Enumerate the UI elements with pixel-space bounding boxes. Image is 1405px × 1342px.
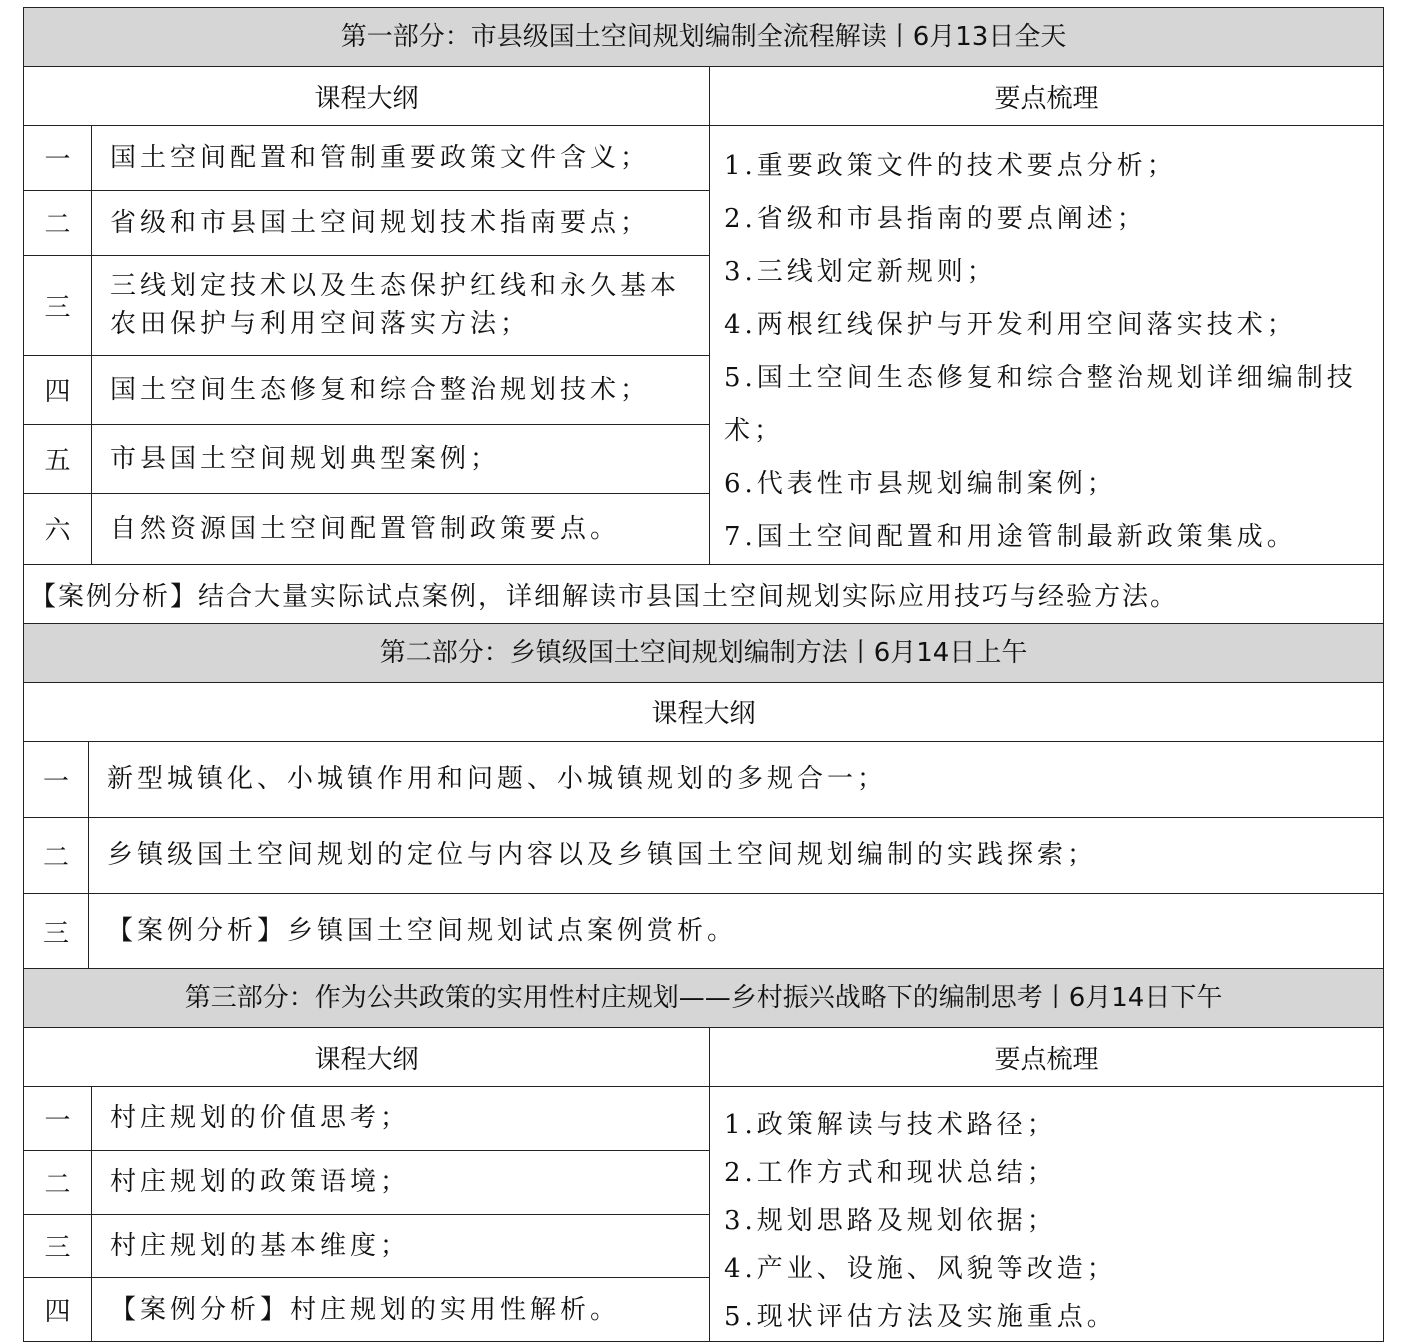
list-item: 4.两根红线保护与开发利用空间落实技术； <box>724 310 1297 340</box>
row-text: 三线划定技术以及生态保护红线和永久基本农田保护与利用空间落实方法； <box>92 255 710 355</box>
row-text: 国土空间生态修复和综合整治规划技术； <box>92 355 710 424</box>
row-text <box>92 1214 710 1278</box>
row-text: 国土空间配置和管制重要政策文件含义； <box>92 126 710 191</box>
table-row <box>24 817 1384 893</box>
row-number: 二 <box>24 817 89 893</box>
table-row <box>24 893 1384 969</box>
row-number: 四 <box>24 1278 92 1342</box>
table-row <box>24 126 1384 191</box>
row-number: 二 <box>24 190 92 255</box>
row-text <box>89 741 1384 817</box>
case-tag: 【案例分析】 <box>30 581 199 612</box>
part1-case-note <box>24 565 1384 624</box>
row-number: 六 <box>24 493 92 564</box>
row-text <box>92 1087 710 1151</box>
row-number: 五 <box>24 424 92 493</box>
row-number: 一 <box>24 1087 92 1151</box>
list-item: 5.现状评估方法及实施重点。 <box>724 1302 1117 1332</box>
course-schedule-document <box>23 7 1383 1342</box>
row-text <box>92 1150 710 1214</box>
row-text-content: 村庄规划的实用性解析。 <box>290 1294 621 1325</box>
part1-outline-header: 课程大纲 <box>24 67 710 126</box>
part1-points-list <box>710 126 1384 565</box>
part1-title: 第一部分：市县级国土空间规划编制全流程解读丨6月13日全天 <box>24 8 1384 67</box>
part3-points-list <box>710 1087 1384 1342</box>
list-item: 1.政策解读与技术路径； <box>724 1110 1057 1140</box>
row-text-content: 村庄规划的政策语境； <box>110 1167 411 1198</box>
part1-points-header: 要点梳理 <box>710 67 1384 126</box>
part3-table <box>23 968 1384 1342</box>
part2-table <box>23 623 1384 970</box>
part2-outline-header: 课程大纲 <box>24 682 1384 741</box>
row-number: 三 <box>24 893 89 969</box>
row-text-content: 乡镇级国土空间规划的定位与内容以及乡镇国土空间规划编制的实践探索； <box>107 840 1098 870</box>
list-item: 7.国土空间配置和用途管制最新政策集成。 <box>724 522 1297 552</box>
row-number: 四 <box>24 355 92 424</box>
row-text: 市县国土空间规划典型案例； <box>92 424 710 493</box>
table-row <box>24 741 1384 817</box>
row-text-content: 乡镇国土空间规划试点案例赏析。 <box>287 916 738 946</box>
case-tag: 【案例分析】 <box>110 1294 291 1325</box>
row-text-content: 村庄规划的价值思考； <box>110 1103 411 1134</box>
part3-title: 第三部分：作为公共政策的实用性村庄规划——乡村振兴战略下的编制思考丨6月14日下午 <box>24 969 1384 1028</box>
row-text <box>89 893 1384 969</box>
row-text-content: 村庄规划的基本维度； <box>110 1230 411 1261</box>
list-item: 4.产业、设施、风貌等改造； <box>724 1254 1117 1284</box>
list-item: 3.规划思路及规划依据； <box>724 1206 1057 1236</box>
part1-table <box>23 7 1384 624</box>
row-text: 自然资源国土空间配置管制政策要点。 <box>92 493 710 564</box>
list-item: 5.国土空间生态修复和综合整治规划详细编制技术； <box>724 363 1357 446</box>
row-text: 省级和市县国土空间规划技术指南要点； <box>92 190 710 255</box>
list-item: 2.省级和市县指南的要点阐述； <box>724 204 1147 234</box>
list-item: 3.三线划定新规则； <box>724 257 997 287</box>
row-number: 二 <box>24 1150 92 1214</box>
row-number: 三 <box>24 255 92 355</box>
row-text <box>89 817 1384 893</box>
case-text: 结合大量实际试点案例，详细解读市县国土空间规划实际应用技巧与经验方法。 <box>198 581 1179 612</box>
row-text <box>92 1278 710 1342</box>
part3-points-header: 要点梳理 <box>710 1028 1384 1087</box>
list-item: 2.工作方式和现状总结； <box>724 1158 1057 1188</box>
row-text-content: 新型城镇化、小城镇作用和问题、小城镇规划的多规合一； <box>107 764 888 794</box>
list-item: 6.代表性市县规划编制案例； <box>724 469 1117 499</box>
part3-outline-header: 课程大纲 <box>24 1028 710 1087</box>
case-tag: 【案例分析】 <box>107 916 288 946</box>
row-number: 一 <box>24 741 89 817</box>
row-number: 一 <box>24 126 92 191</box>
part2-title: 第二部分：乡镇级国土空间规划编制方法丨6月14日上午 <box>24 623 1384 682</box>
table-row <box>24 1087 1384 1151</box>
list-item: 1.重要政策文件的技术要点分析； <box>724 151 1177 181</box>
row-number: 三 <box>24 1214 92 1278</box>
